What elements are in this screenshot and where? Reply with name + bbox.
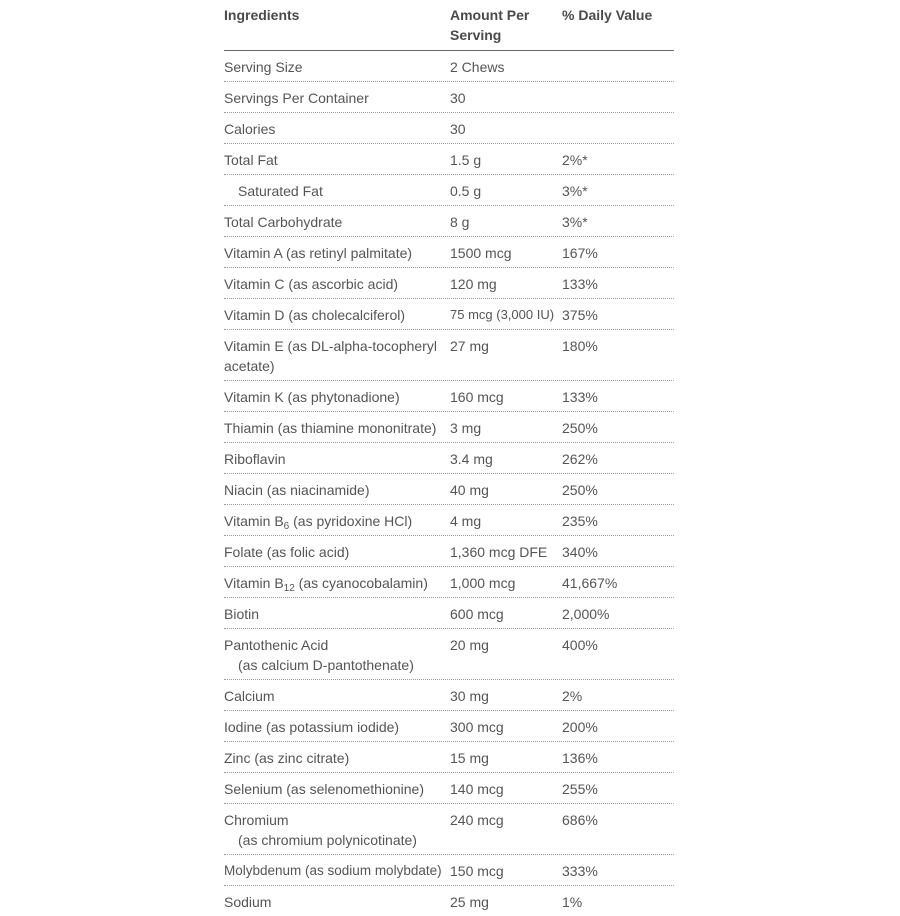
daily-value: 167% xyxy=(562,245,598,261)
header-daily-value: % Daily Value xyxy=(562,7,653,23)
daily-value: 200% xyxy=(562,719,598,735)
table-row xyxy=(224,330,674,381)
table-row xyxy=(224,175,674,206)
table-row xyxy=(224,82,674,113)
ingredient-name-post: (as cyanocobalamin) xyxy=(294,575,428,591)
amount-per-serving: 25 mg xyxy=(450,894,489,910)
table-row xyxy=(224,505,674,536)
amount-per-serving: 30 xyxy=(450,121,466,137)
daily-value: 235% xyxy=(562,513,598,529)
amount-per-serving: 1,360 mcg DFE xyxy=(450,544,548,560)
amount-per-serving: 30 xyxy=(450,90,466,106)
table-row xyxy=(224,567,674,598)
header-ingredients: Ingredients xyxy=(224,7,300,23)
daily-value: 2% xyxy=(562,688,583,704)
table-row xyxy=(224,804,674,855)
ingredient-name: Niacin (as niacinamide) xyxy=(224,482,370,498)
daily-value: 333% xyxy=(562,863,598,879)
table-header xyxy=(224,0,674,51)
amount-per-serving: 1,000 mcg xyxy=(450,575,516,591)
ingredient-name: Saturated Fat xyxy=(238,183,323,199)
amount-per-serving: 240 mcg xyxy=(450,812,504,828)
ingredient-name: Sodium xyxy=(224,894,272,910)
ingredient-name: Total Carbohydrate xyxy=(224,214,343,230)
daily-value: 1% xyxy=(562,894,583,910)
ingredient-name: Calories xyxy=(224,121,276,137)
ingredient-name xyxy=(224,635,450,675)
daily-value: 262% xyxy=(562,451,598,467)
header-amount-per-serving xyxy=(450,5,550,45)
amount-per-serving: 8 g xyxy=(450,214,470,230)
amount-per-serving: 0.5 g xyxy=(450,183,482,199)
daily-value: 3%* xyxy=(562,183,588,199)
table-row xyxy=(224,144,674,175)
table-row xyxy=(224,113,674,144)
table-row xyxy=(224,598,674,629)
ingredient-name: Riboflavin xyxy=(224,451,286,467)
table-row xyxy=(224,51,674,82)
ingredient-name: Selenium (as selenomethionine) xyxy=(224,781,424,797)
ingredient-name-line1: Chromium xyxy=(224,812,289,828)
table-row xyxy=(224,773,674,804)
daily-value: 133% xyxy=(562,276,598,292)
amount-per-serving: 27 mg xyxy=(450,338,489,354)
table-row xyxy=(224,381,674,412)
ingredient-name-subscript: 12 xyxy=(283,583,295,594)
ingredient-name: Biotin xyxy=(224,606,260,622)
amount-per-serving: 140 mcg xyxy=(450,781,504,797)
amount-per-serving: 30 mg xyxy=(450,688,489,704)
ingredient-name: Vitamin C (as ascorbic acid) xyxy=(224,276,399,292)
ingredient-name-pre: Vitamin B xyxy=(224,575,284,591)
table-row xyxy=(224,412,674,443)
daily-value: 255% xyxy=(562,781,598,797)
daily-value: 2,000% xyxy=(562,606,610,622)
ingredient-name xyxy=(224,573,450,599)
daily-value: 375% xyxy=(562,307,598,323)
daily-value: 2%* xyxy=(562,152,588,168)
daily-value: 400% xyxy=(562,637,598,653)
table-row xyxy=(224,206,674,237)
daily-value: 41,667% xyxy=(562,575,618,591)
ingredient-name: Total Fat xyxy=(224,152,278,168)
daily-value: 250% xyxy=(562,482,598,498)
amount-per-serving: 20 mg xyxy=(450,637,489,653)
ingredient-name: Molybdenum (as sodium molybdate) xyxy=(224,863,442,878)
ingredient-name: Vitamin K (as phytonadione) xyxy=(224,389,400,405)
amount-per-serving: 3.4 mg xyxy=(450,451,493,467)
amount-per-serving: 160 mcg xyxy=(450,389,504,405)
ingredient-name: Folate (as folic acid) xyxy=(224,544,350,560)
amount-per-serving: 2 Chews xyxy=(450,59,505,75)
daily-value: 250% xyxy=(562,420,598,436)
table-row xyxy=(224,855,674,886)
table-row xyxy=(224,629,674,680)
header-amount-line1: Amount Per xyxy=(450,7,530,23)
ingredient-name: Thiamin (as thiamine mononitrate) xyxy=(224,420,437,436)
amount-per-serving: 300 mcg xyxy=(450,719,504,735)
table-row xyxy=(224,237,674,268)
ingredient-name-line1: Pantothenic Acid xyxy=(224,637,329,653)
ingredient-name: Vitamin D (as cholecalciferol) xyxy=(224,307,406,323)
amount-per-serving: 15 mg xyxy=(450,750,489,766)
table-row xyxy=(224,474,674,505)
amount-per-serving: 40 mg xyxy=(450,482,489,498)
amount-per-serving: 75 mcg (3,000 IU) xyxy=(450,307,555,322)
ingredient-name xyxy=(224,336,450,376)
table-row xyxy=(224,268,674,299)
table-row xyxy=(224,443,674,474)
ingredient-name-line2: (as chromium polynicotinate) xyxy=(238,832,417,848)
daily-value: 180% xyxy=(562,338,598,354)
daily-value: 686% xyxy=(562,812,598,828)
supplement-facts-table xyxy=(224,0,674,916)
ingredient-name-pre: Vitamin B xyxy=(224,513,284,529)
table-row xyxy=(224,680,674,711)
ingredient-name-line2: acetate) xyxy=(224,358,275,374)
ingredient-name xyxy=(224,511,450,537)
amount-per-serving: 1500 mcg xyxy=(450,245,512,261)
ingredient-name: Calcium xyxy=(224,688,275,704)
amount-per-serving: 3 mg xyxy=(450,420,482,436)
daily-value: 3%* xyxy=(562,214,588,230)
table-row xyxy=(224,299,674,330)
ingredient-name xyxy=(224,810,450,850)
ingredient-name-line2: (as calcium D-pantothenate) xyxy=(238,657,414,673)
daily-value: 340% xyxy=(562,544,598,560)
amount-per-serving: 1.5 g xyxy=(450,152,482,168)
amount-per-serving: 600 mcg xyxy=(450,606,504,622)
ingredient-name: Vitamin A (as retinyl palmitate) xyxy=(224,245,413,261)
table-row xyxy=(224,886,674,916)
daily-value: 136% xyxy=(562,750,598,766)
amount-per-serving: 120 mg xyxy=(450,276,497,292)
ingredient-name: Iodine (as potassium iodide) xyxy=(224,719,400,735)
daily-value: 133% xyxy=(562,389,598,405)
ingredient-name-post: (as pyridoxine HCl) xyxy=(289,513,413,529)
ingredient-name: Zinc (as zinc citrate) xyxy=(224,750,350,766)
ingredient-name-subscript: 6 xyxy=(283,521,290,532)
ingredient-name: Serving Size xyxy=(224,59,303,75)
table-row xyxy=(224,711,674,742)
table-row xyxy=(224,536,674,567)
amount-per-serving: 4 mg xyxy=(450,513,482,529)
amount-per-serving: 150 mcg xyxy=(450,863,504,879)
ingredient-name: Servings Per Container xyxy=(224,90,369,106)
table-row xyxy=(224,742,674,773)
ingredient-name-line1: Vitamin E (as DL-alpha-tocopheryl xyxy=(224,338,437,354)
header-amount-line2: Serving xyxy=(450,27,502,43)
